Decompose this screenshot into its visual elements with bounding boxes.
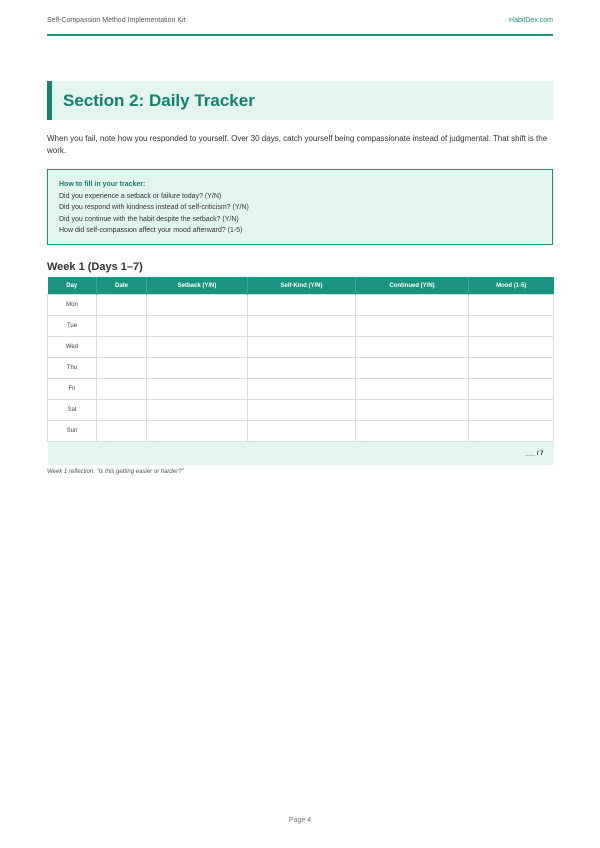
mood-cell[interactable] [469,316,554,337]
continued-cell[interactable] [356,295,469,316]
tracker-table [47,277,554,465]
table-row [48,337,554,358]
date-cell[interactable] [97,358,147,379]
instruction-line: Did you respond with kindness instead of self-criticism? (Y/N) [59,204,249,211]
page-number: Page 4 [288,817,312,824]
document-title: Self-Compassion Method Implementation Kit [47,17,186,24]
date-cell[interactable] [97,316,147,337]
mood-cell[interactable] [469,358,554,379]
column-header-mood: Mood (1-5) [469,277,554,295]
day-cell: Sat [48,400,97,421]
day-cell: Fri [48,379,97,400]
instructions-title: How to fill in your tracker: [59,181,146,188]
day-cell: Tue [48,316,97,337]
setback-cell[interactable] [147,421,248,442]
column-header-continued: Continued (Y/N) [356,277,469,295]
continued-cell[interactable] [356,337,469,358]
section-title: Section 2: Daily Tracker [63,90,255,110]
column-header-day: Day [48,277,97,295]
week-title: Week 1 (Days 1–7) [47,261,143,273]
continued-cell[interactable] [356,379,469,400]
continued-cell[interactable] [356,421,469,442]
table-row [48,379,554,400]
intro-text: When you fail, note how you responded to yourself. Over 30 days, catch yourself being compassionate instead of judgmental. That shift is the work. [47,134,548,155]
column-header-date: Date [97,277,147,295]
instructions-box [47,169,553,245]
date-cell[interactable] [97,400,147,421]
page-header [47,17,553,36]
date-cell[interactable] [97,379,147,400]
instruction-line: Did you experience a setback or failure today? (Y/N) [59,192,222,200]
table-row [48,400,554,421]
setback-cell[interactable] [147,379,248,400]
setback-cell[interactable] [147,337,248,358]
mood-cell[interactable] [469,379,554,400]
table-row [48,295,554,316]
self-kind-cell[interactable] [248,400,356,421]
weekly-total[interactable]: ___ / 7 [48,442,554,466]
instruction-line: Did you continue with the habit despite the setback? (Y/N) [59,215,239,223]
column-header-setback: Setback (Y/N) [147,277,248,295]
day-cell: Wed [48,337,97,358]
table-row [48,421,554,442]
mood-cell[interactable] [469,400,554,421]
setback-cell[interactable] [147,358,248,379]
week-reflection: Week 1 reflection: "Is this getting easier or harder?" [47,469,184,475]
mood-cell[interactable] [469,421,554,442]
weekly-total-row [48,442,554,466]
continued-cell[interactable] [356,400,469,421]
date-cell[interactable] [97,295,147,316]
instruction-line: How did self-compassion affect your mood afterward? (1-5) [59,227,243,234]
setback-cell[interactable] [147,316,248,337]
self-kind-cell[interactable] [248,337,356,358]
continued-cell[interactable] [356,358,469,379]
day-cell: Thu [48,358,97,379]
mood-cell[interactable] [469,337,554,358]
table-row [48,316,554,337]
table-row [48,358,554,379]
date-cell[interactable] [97,421,147,442]
setback-cell[interactable] [147,400,248,421]
table-header-row [48,277,554,295]
section-banner [47,81,553,120]
setback-cell[interactable] [147,295,248,316]
self-kind-cell[interactable] [248,358,356,379]
date-cell[interactable] [97,337,147,358]
self-kind-cell[interactable] [248,295,356,316]
continued-cell[interactable] [356,316,469,337]
day-cell: Mon [48,295,97,316]
self-kind-cell[interactable] [248,316,356,337]
mood-cell[interactable] [469,295,554,316]
column-header-self-kind: Self-Kind (Y/N) [248,277,356,295]
day-cell: Sun [48,421,97,442]
brand-link[interactable]: HabitDex.com [509,17,553,24]
self-kind-cell[interactable] [248,421,356,442]
self-kind-cell[interactable] [248,379,356,400]
